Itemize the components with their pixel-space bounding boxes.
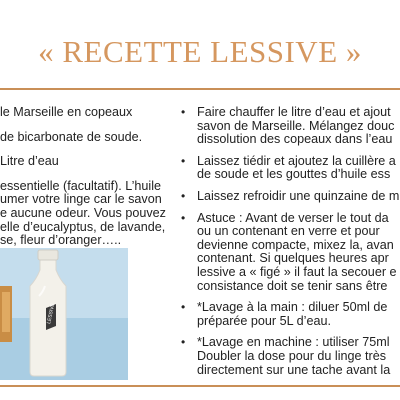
- step-line: Astuce : Avant de verser le tout da: [197, 210, 389, 225]
- bottle-illustration: [0, 248, 128, 380]
- step-item: [181, 155, 400, 182]
- header-divider: [0, 88, 400, 90]
- ingredient-line: de bicarbonate de soude.: [0, 129, 143, 144]
- footer-divider: [0, 385, 400, 387]
- page-title: « RECETTE LESSIVE »: [38, 34, 362, 69]
- step-line: Doubler la dose pour du linge très: [197, 348, 387, 363]
- step-item: [181, 190, 400, 204]
- step-line: Laissez tiédir et ajoutez la cuillère a: [197, 153, 396, 168]
- step-line: lessive a « figé » il faut la secouer e: [197, 264, 397, 279]
- ingredient-line: le Marseille en copeaux: [0, 106, 133, 119]
- step-item: [181, 336, 400, 377]
- step-line: Laissez refroidir une quinzaine de m: [197, 188, 400, 203]
- step-line: *Lavage à la main : diluer 50ml de: [197, 300, 388, 315]
- steps-column: [181, 106, 400, 377]
- step-line: savon de Marseille. Mélangez douc: [197, 118, 395, 133]
- bullet-icon: •: [181, 300, 186, 315]
- ingredients-column: [0, 106, 168, 248]
- bullet-icon: •: [181, 153, 186, 168]
- detergent-bottle-photo: [0, 248, 128, 380]
- bullet-icon: •: [181, 335, 186, 350]
- ingredient-line: Litre d’eau: [0, 154, 59, 169]
- step-line: devienne compacte, mixez la, avan: [197, 237, 394, 252]
- ingredient-line: e aucune odeur. Vous pouvez: [0, 205, 166, 220]
- ingredient-line: essentielle (facultatif). L’huile: [0, 178, 162, 193]
- bullet-icon: •: [181, 210, 186, 225]
- step-line: Faire chauffer le litre d’eau et ajout: [197, 106, 391, 119]
- step-line: préparée pour 5L d’eau.: [197, 313, 331, 328]
- step-line: *Lavage en machine : utiliser 75ml: [197, 335, 390, 350]
- bullet-icon: •: [181, 188, 186, 203]
- bullet-icon: •: [181, 106, 186, 119]
- step-line: directement sur une tache avant la: [197, 362, 391, 377]
- step-line: contenant. Si quelques heures apr: [197, 251, 389, 266]
- bottle-label: LESSIVE: [46, 302, 57, 325]
- step-item: [181, 106, 400, 147]
- ingredient-line: se, fleur d’oranger…..: [0, 233, 122, 248]
- step-item: [181, 301, 400, 328]
- step-item: [181, 212, 400, 294]
- step-line: de soude et les gouttes d’huile ess: [197, 167, 391, 182]
- ingredient-line: elle d’eucalyptus, de lavande,: [0, 219, 166, 234]
- step-line: dissolution des copeaux dans l’eau: [197, 132, 393, 147]
- header: [0, 0, 400, 88]
- step-line: ou un contenant en verre et pour: [197, 224, 380, 239]
- ingredient-line: umer votre linge car le savon: [0, 192, 162, 207]
- step-line: consistance doit se tenir sans être: [197, 278, 388, 293]
